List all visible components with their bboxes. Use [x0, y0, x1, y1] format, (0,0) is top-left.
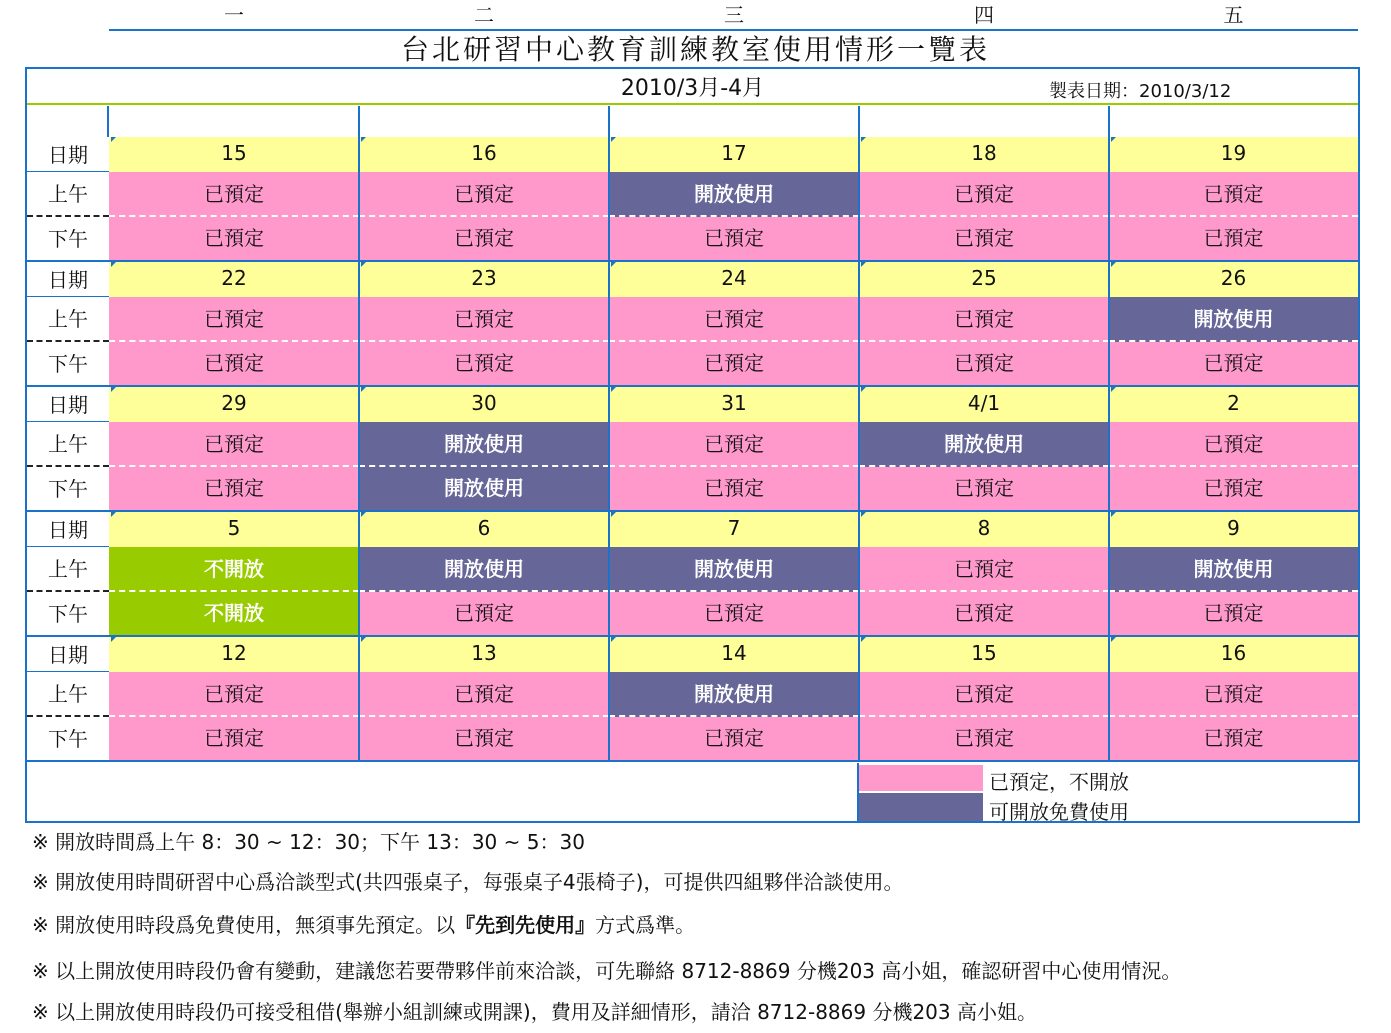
am-slot-fri: 已預定	[1109, 422, 1358, 467]
pm-slot-tue: 已預定	[359, 592, 609, 635]
am-slot-wed: 已預定	[609, 422, 859, 467]
am-slot-thu: 已預定	[859, 672, 1109, 717]
pm-slot-wed: 已預定	[609, 342, 859, 385]
row-label-pm: 下午	[27, 217, 109, 260]
date-cell-fri: 19	[1109, 137, 1358, 172]
pm-slot-mon: 已預定	[109, 467, 359, 510]
date-cell-mon: 29	[109, 387, 359, 422]
am-slot-fri: 已預定	[1109, 672, 1358, 717]
note-free-use	[32, 909, 695, 938]
table-header-row	[27, 69, 1358, 105]
page-title: 台北研習中心教育訓練教室使用情形一覽表	[400, 33, 990, 66]
am-slot-thu: 已預定	[859, 297, 1109, 342]
note-free-use-post: 方式爲準。	[595, 913, 696, 937]
pm-slot-tue: 已預定	[359, 217, 609, 260]
row-label-date: 日期	[27, 514, 109, 547]
pm-slot-fri: 已預定	[1109, 217, 1358, 260]
weekday-mon: 一	[109, 0, 359, 31]
date-cell-fri: 26	[1109, 262, 1358, 297]
am-slot-mon: 已預定	[109, 297, 359, 342]
date-cell-mon: 5	[109, 512, 359, 547]
am-slot-tue: 已預定	[359, 172, 609, 217]
date-cell-wed: 7	[609, 512, 859, 547]
weekday-thu: 四	[859, 0, 1109, 31]
pm-slot-wed: 已預定	[609, 592, 859, 635]
date-cell-wed: 31	[609, 387, 859, 422]
date-cell-tue: 6	[359, 512, 609, 547]
date-cell-fri: 16	[1109, 637, 1358, 672]
date-cell-wed: 24	[609, 262, 859, 297]
am-slot-tue: 開放使用	[359, 422, 609, 467]
note-contact: ※ 以上開放使用時段仍會有變動，建議您若要帶夥伴前來洽談，可先聯絡 8712-8869 分機203 高小姐，確認研習中心使用情況。	[32, 959, 1182, 983]
am-slot-mon: 已預定	[109, 422, 359, 467]
row-label-date: 日期	[27, 139, 109, 172]
legend-open-swatch	[859, 793, 983, 821]
am-slot-wed: 開放使用	[609, 172, 859, 217]
note-free-use-pre: ※ 開放使用時段爲免費使用，無須事先預定。以	[32, 913, 456, 937]
week-row	[27, 637, 1358, 762]
am-slot-thu: 已預定	[859, 172, 1109, 217]
note-meeting-format: ※ 開放使用時間研習中心爲洽談型式(共四張桌子，每張桌子4張椅子)，可提供四組夥伴洽談使用。	[32, 870, 904, 894]
row-label-pm: 下午	[27, 467, 109, 510]
pm-slot-mon: 已預定	[109, 217, 359, 260]
pm-slot-thu: 已預定	[859, 467, 1109, 510]
am-slot-mon: 已預定	[109, 672, 359, 717]
row-label-am: 上午	[27, 672, 109, 717]
date-cell-tue: 23	[359, 262, 609, 297]
date-cell-wed: 17	[609, 137, 859, 172]
week-row	[27, 262, 1358, 387]
am-slot-wed: 開放使用	[609, 547, 859, 592]
weekday-fri: 五	[1109, 0, 1358, 31]
date-cell-tue: 13	[359, 637, 609, 672]
am-slot-fri: 開放使用	[1109, 297, 1358, 342]
am-slot-wed: 已預定	[609, 297, 859, 342]
date-cell-fri: 9	[1109, 512, 1358, 547]
am-slot-mon: 已預定	[109, 172, 359, 217]
am-slot-thu: 已預定	[859, 547, 1109, 592]
row-label-pm: 下午	[27, 592, 109, 635]
am-slot-wed: 開放使用	[609, 672, 859, 717]
date-cell-tue: 16	[359, 137, 609, 172]
pm-slot-tue: 已預定	[359, 717, 609, 760]
am-slot-mon: 不開放	[109, 547, 359, 592]
am-slot-thu: 開放使用	[859, 422, 1109, 467]
schedule-grid	[27, 137, 1358, 763]
pm-slot-thu: 已預定	[859, 717, 1109, 760]
am-slot-tue: 已預定	[359, 672, 609, 717]
pm-slot-tue: 開放使用	[359, 467, 609, 510]
am-slot-fri: 已預定	[1109, 172, 1358, 217]
legend-open-label: 可開放免費使用	[989, 800, 1129, 824]
legend	[27, 763, 1358, 824]
date-cell-mon: 22	[109, 262, 359, 297]
pm-slot-mon: 不開放	[109, 592, 359, 635]
row-label-am: 上午	[27, 297, 109, 342]
row-label-pm: 下午	[27, 717, 109, 760]
date-cell-mon: 12	[109, 637, 359, 672]
week-row	[27, 387, 1358, 512]
weekday-tue: 二	[359, 0, 609, 31]
pm-slot-mon: 已預定	[109, 717, 359, 760]
row-label-date: 日期	[27, 389, 109, 422]
legend-booked-swatch	[859, 765, 983, 791]
date-cell-fri: 2	[1109, 387, 1358, 422]
date-cell-thu: 4/1	[859, 387, 1109, 422]
pm-slot-thu: 已預定	[859, 342, 1109, 385]
pm-slot-thu: 已預定	[859, 217, 1109, 260]
pm-slot-mon: 已預定	[109, 342, 359, 385]
am-slot-tue: 開放使用	[359, 547, 609, 592]
weekday-wed: 三	[609, 0, 859, 31]
date-cell-tue: 30	[359, 387, 609, 422]
pm-slot-wed: 已預定	[609, 217, 859, 260]
date-cell-thu: 15	[859, 637, 1109, 672]
pm-slot-thu: 已預定	[859, 592, 1109, 635]
pm-slot-wed: 已預定	[609, 717, 859, 760]
am-slot-fri: 開放使用	[1109, 547, 1358, 592]
row-label-pm: 下午	[27, 342, 109, 385]
row-label-date: 日期	[27, 639, 109, 672]
pm-slot-fri: 已預定	[1109, 592, 1358, 635]
pm-slot-wed: 已預定	[609, 467, 859, 510]
am-slot-tue: 已預定	[359, 297, 609, 342]
pm-slot-tue: 已預定	[359, 342, 609, 385]
pm-slot-fri: 已預定	[1109, 717, 1358, 760]
period-label: 2010/3月-4月	[620, 76, 765, 101]
row-label-am: 上午	[27, 422, 109, 467]
pm-slot-fri: 已預定	[1109, 467, 1358, 510]
row-label-date: 日期	[27, 264, 109, 297]
week-row	[27, 512, 1358, 637]
row-label-am: 上午	[27, 172, 109, 217]
row-label-am: 上午	[27, 547, 109, 592]
made-date-label: 製表日期：2010/3/12	[1049, 81, 1232, 102]
date-cell-wed: 14	[609, 637, 859, 672]
pm-slot-fri: 已預定	[1109, 342, 1358, 385]
week-row	[27, 137, 1358, 262]
date-cell-thu: 25	[859, 262, 1109, 297]
note-rental: ※ 以上開放使用時段仍可接受租借(舉辦小組訓練或開課)，費用及詳細情形，請洽 8712-8869 分機203 高小姐。	[32, 1000, 1037, 1024]
note-opening-hours: ※ 開放時間爲上午 8：30 ~ 12：30；下午 13：30 ~ 5：30	[32, 830, 585, 854]
date-cell-thu: 8	[859, 512, 1109, 547]
note-free-use-bold: 『先到先使用』	[455, 913, 596, 937]
date-cell-thu: 18	[859, 137, 1109, 172]
date-cell-mon: 15	[109, 137, 359, 172]
legend-booked-label: 已預定，不開放	[989, 770, 1129, 794]
